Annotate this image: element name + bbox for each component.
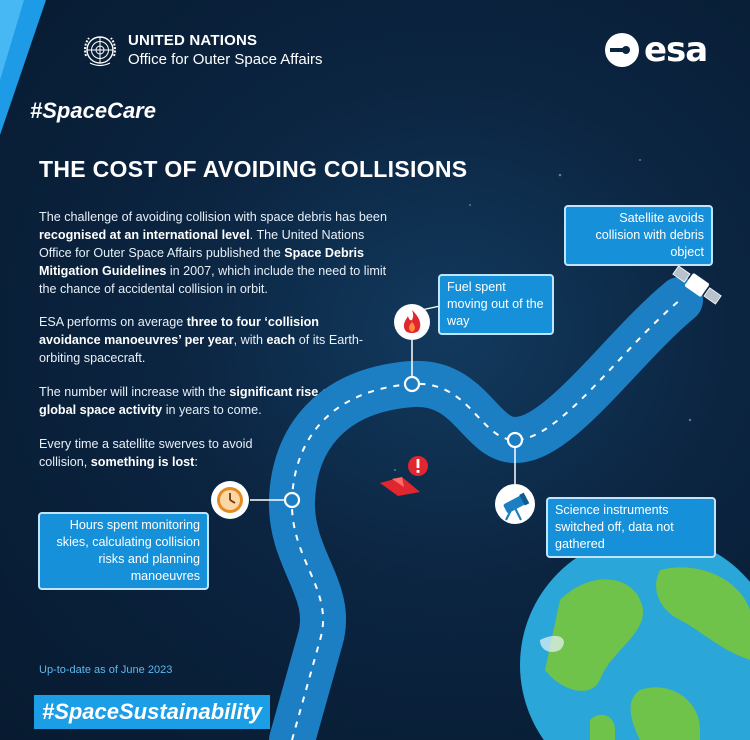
paragraph-space-activity: The number will increase with the significant rise of global space activity in years to come. [39, 385, 334, 417]
footer-date: Up-to-date as of June 2023 [39, 664, 173, 676]
path-node-science [508, 433, 522, 447]
callout-satellite-avoids: Satellite avoids collision with debris object [564, 205, 713, 266]
callout-hours-spent: Hours spent monitoring skies, calculating collision risks and planning manoeuvres [38, 512, 209, 590]
flame-icon [394, 304, 430, 340]
path-node-hours [285, 493, 299, 507]
partner-logo-text: esa [644, 30, 708, 70]
hashtag-space-sustainability: #SpaceSustainability [34, 695, 270, 729]
debris-object [380, 456, 428, 496]
clock-icon [211, 481, 249, 519]
hashtag-spacecare: #SpaceCare [30, 98, 156, 123]
org-name-line1: UNITED NATIONS [128, 32, 258, 49]
org-name-line2: Office for Outer Space Affairs [128, 51, 323, 68]
callout-fuel-spent: Fuel spent moving out of the way [438, 274, 554, 335]
paragraph-something-lost: Every time a satellite swerves to avoid collision, something is lost: [39, 437, 253, 469]
page-title: THE COST OF AVOIDING COLLISIONS [39, 156, 468, 182]
paragraph-esa-manoeuvres: ESA performs on average three to four ‘collision avoidance manoeuvres’ per year, with each of its Earth-orbiting spacecraft. [39, 315, 364, 365]
callout-science-instruments: Science instruments switched off, data not gathered [546, 497, 716, 558]
telescope-icon [495, 484, 535, 524]
earth [520, 535, 750, 740]
path-node-fuel [405, 377, 419, 391]
paragraph-guidelines: The challenge of avoiding collision with space debris has been recognised at an international level. The United Nations Office for Outer Space Affairs published the Space Debris Mitigation Guidelines in 2007, which include the need to limit the chance of accidental collision in orbit. [39, 210, 387, 296]
warning-icon [408, 456, 428, 476]
